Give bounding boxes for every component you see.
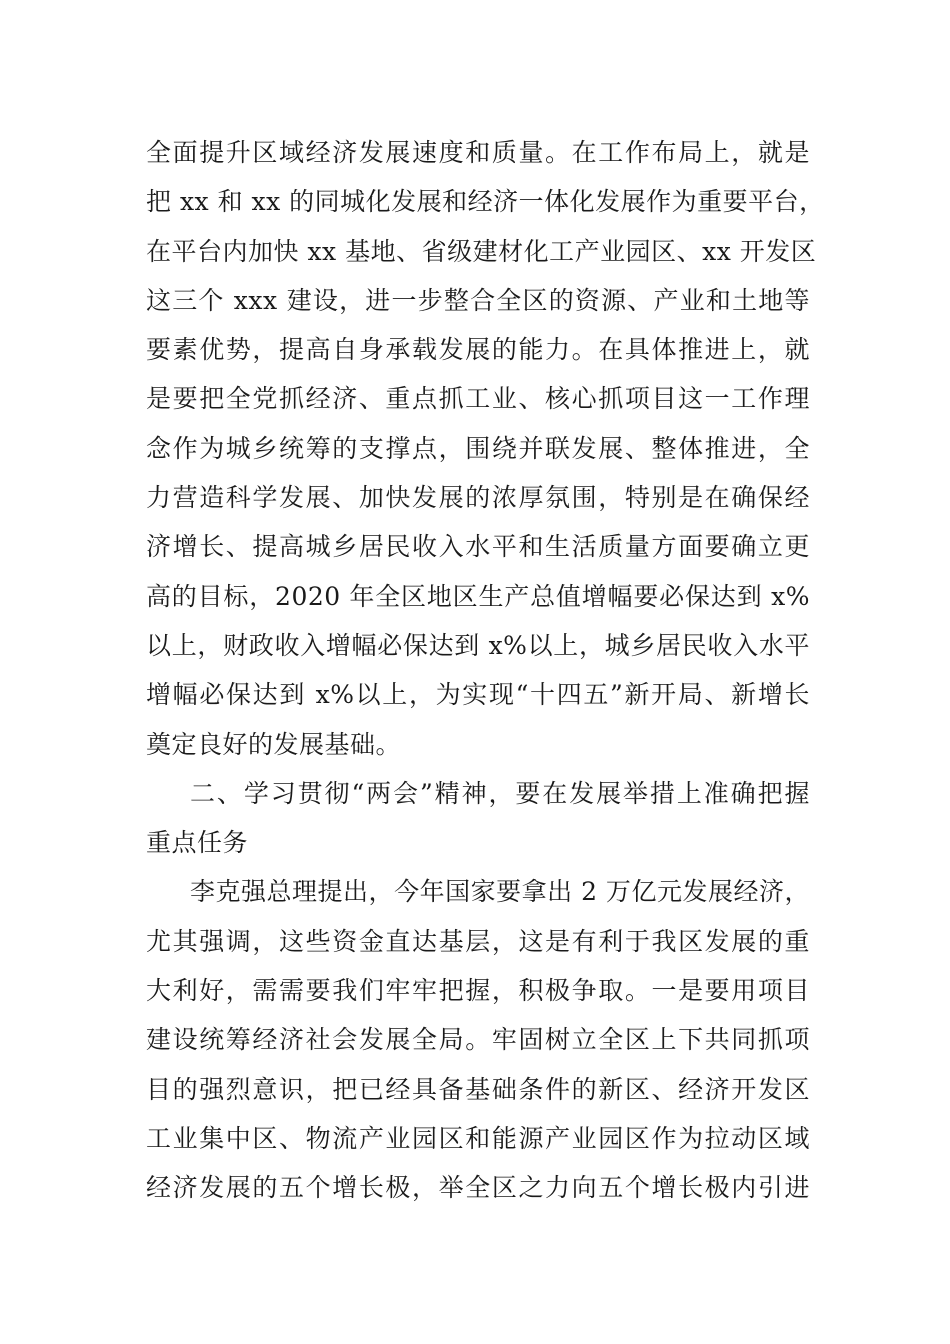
text-line: 尤其强调，这些资金直达基层，这是有利于我区发展的重 xyxy=(146,926,810,956)
text-line: 把 xx 和 xx 的同城化发展和经济一体化发展作为重要平台， xyxy=(146,187,825,217)
text-line: 李克强总理提出，今年国家要拿出 2 万亿元发展经济， xyxy=(190,877,810,907)
text-line: 工业集中区、物流产业园区和能源产业园区作为拉动区域 xyxy=(146,1123,810,1153)
text-line: 高的目标，2020 年全区地区生产总值增幅要必保达到 x% xyxy=(146,581,810,611)
text-line: 济增长、提高城乡居民收入水平和生活质量方面要确立更 xyxy=(146,532,810,562)
text-line: 大利好，需需要我们牢牢把握，积极争取。一是要用项目 xyxy=(146,976,810,1006)
text-line: 这三个 xxx 建设，进一步整合全区的资源、产业和土地等 xyxy=(146,285,810,315)
text-line: 以上，财政收入增幅必保达到 x%以上，城乡居民收入水平 xyxy=(146,630,810,660)
text-line: 增幅必保达到 x%以上，为实现“十四五”新开局、新增长 xyxy=(146,680,810,710)
document-body xyxy=(146,128,825,1213)
section-heading-line: 重点任务 xyxy=(146,828,249,858)
text-line: 是要把全党抓经济、重点抓工业、核心抓项目这一工作理 xyxy=(146,384,810,414)
text-line: 念作为城乡统筹的支撑点，围绕并联发展、整体推进，全 xyxy=(146,433,810,463)
text-line: 力营造科学发展、加快发展的浓厚氛围，特别是在确保经 xyxy=(146,483,810,513)
section-heading-line: 二、学习贯彻“两会”精神，要在发展举措上准确把握 xyxy=(190,778,810,808)
text-line: 目的强烈意识，把已经具备基础条件的新区、经济开发区 xyxy=(146,1074,810,1104)
text-line: 在平台内加快 xx 基地、省级建材化工产业园区、xx 开发区 xyxy=(146,236,817,266)
text-line: 要素优势，提高自身承载发展的能力。在具体推进上，就 xyxy=(146,335,810,365)
text-line: 建设统筹经济社会发展全局。牢固树立全区上下共同抓项 xyxy=(146,1025,810,1055)
text-line: 全面提升区域经济发展速度和质量。在工作布局上，就是 xyxy=(146,138,810,167)
text-line: 奠定良好的发展基础。 xyxy=(146,729,402,759)
text-line: 经济发展的五个增长极，举全区之力向五个增长极内引进 xyxy=(146,1173,810,1203)
